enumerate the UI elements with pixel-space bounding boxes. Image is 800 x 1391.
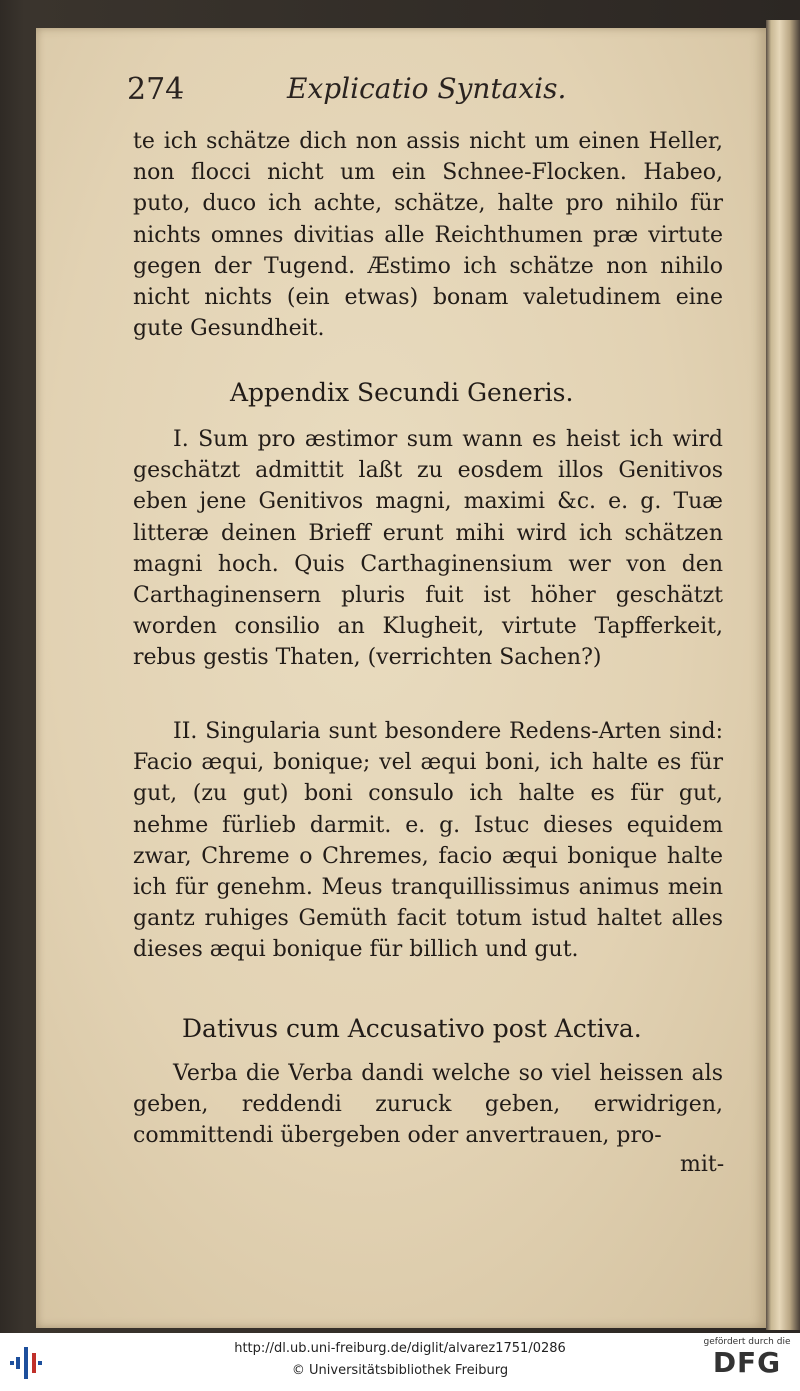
paragraph-1: te ich schätze dich non assis nicht um einen Heller, non flocci nicht um ein Schnee-Flocken. Habeo, puto, duco ich achte, schätze, halte pro nihilo für nichts omnes divitias alle Reichthumen præ virtute gegen der Tugend. Æstimo ich schätze non nihilo nicht nichts (ein etwas) bonam valetudinem eine gute Gesundheit. [133, 129, 723, 342]
page-header [127, 72, 727, 112]
dfg-logo-text: DFG [712, 1346, 782, 1379]
running-title: Explicatio Syntaxis. [287, 72, 567, 105]
dfg-logo [702, 1337, 792, 1387]
paragraph-3: II. Singularia sunt besondere Redens-Arten sind: Facio æqui, bonique; vel æqui boni, ich halte es für gut, (zu gut) boni consulo ich halte es für gut, nehme fürlieb darmit. e. g. Istuc dieses equidem zwar, Chreme o Chremes, facio æqui bonique halte ich für genehm. Meus tranquillissimus animus mein gantz ruhiges Gemüth facit totum istud haltet alles dieses æqui bonique für billich und gut. [133, 719, 723, 963]
paragraph-2: I. Sum pro æstimor sum wann es heist ich wird geschätzt admittit laßt zu eosdem illos Genitivos eben jene Genitivos magni, maximi &c. e. g. Tuæ litteræ deinen Brieff erunt mihi wird ich schätzen magni hoch. Quis Carthaginensium wer von den Carthaginensern pluris fuit ist höher geschätzt worden consilio an Klugheit, virtute Tapfferkeit, rebus gestis Thaten, (verrichten Sachen?) [133, 427, 723, 671]
paragraph-4: Verba die Verba dandi welche so viel heissen als geben, reddendi zuruck geben, erwidrigen, committendi übergeben oder anvertrauen, pro- [133, 1061, 723, 1149]
section-heading-dativus: Dativus cum Accusativo post Activa. [182, 1014, 642, 1043]
catchword: mit- [680, 1152, 725, 1177]
page-edge [766, 20, 800, 1330]
funder-note: gefördert durch die [703, 1337, 791, 1347]
page-number: 274 [127, 72, 185, 107]
permalink[interactable]: http://dl.ub.uni-freiburg.de/diglit/alvarez1751/0286 [234, 1341, 566, 1356]
copyright-notice: © Universitätsbibliothek Freiburg [291, 1363, 509, 1378]
section-heading-appendix: Appendix Secundi Generis. [230, 378, 574, 407]
viewer-footer [0, 1333, 800, 1391]
